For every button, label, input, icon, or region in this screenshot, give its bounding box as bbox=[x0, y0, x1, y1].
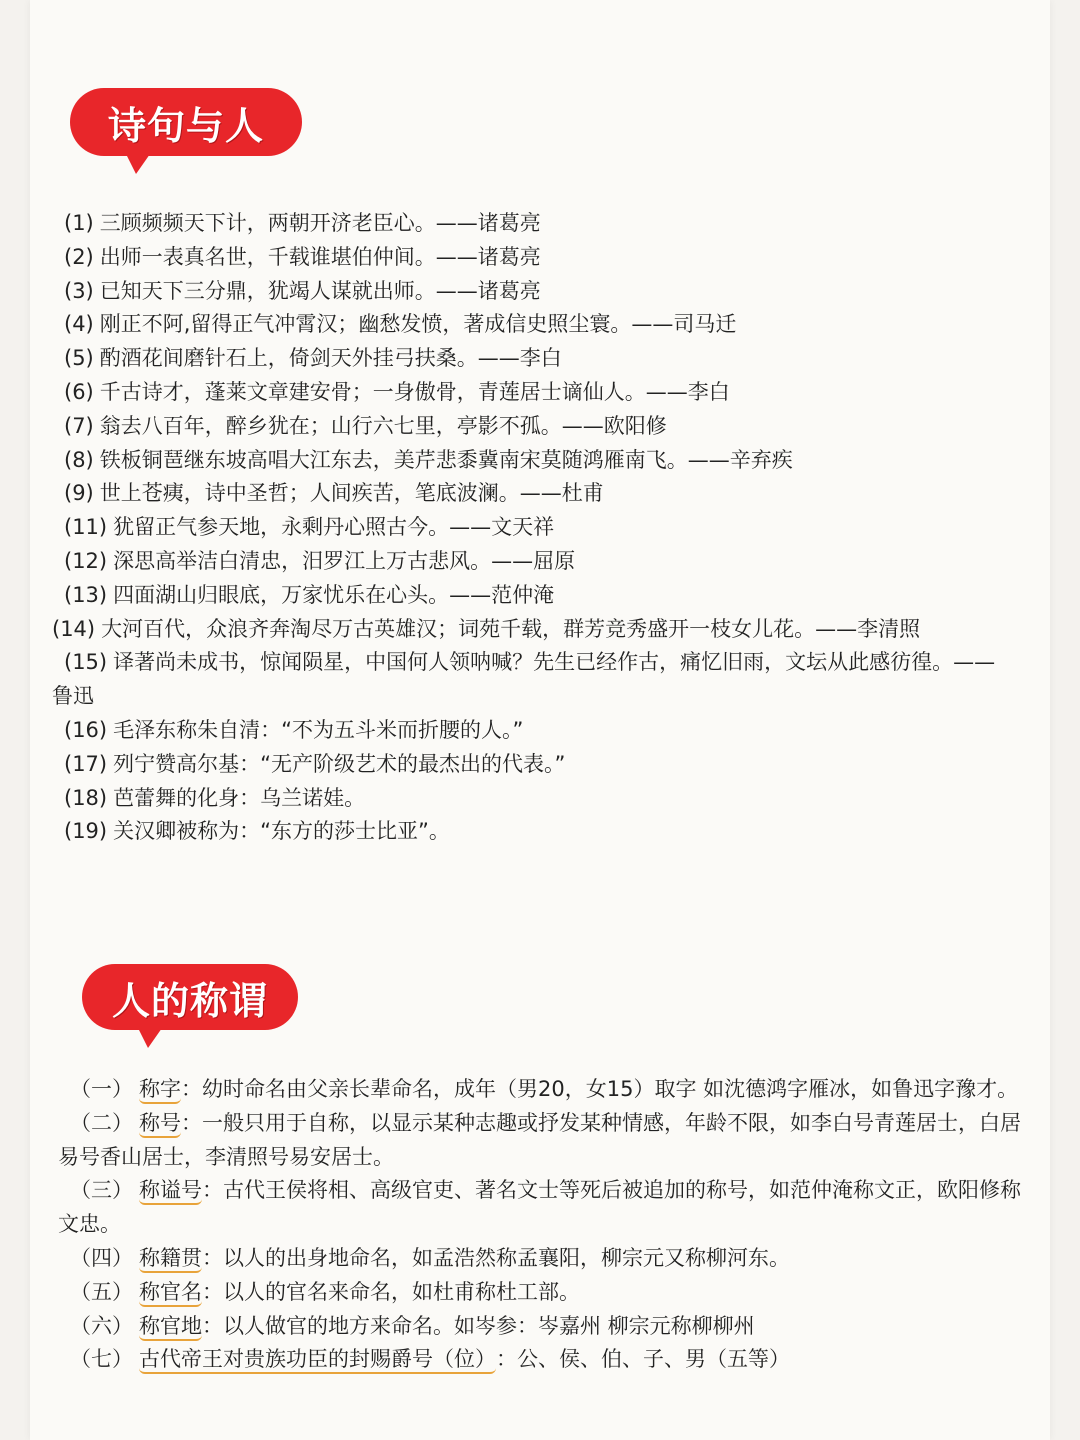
item-text: 列宁赞高尔基：“无产阶级艺术的最杰出的代表。” bbox=[113, 751, 566, 776]
term-highlight: 称官名 bbox=[139, 1279, 202, 1307]
list-item bbox=[52, 748, 1012, 782]
item-text: 已知天下三分鼎，犹竭人谋就出师。——诸葛亮 bbox=[99, 278, 541, 303]
list-item bbox=[52, 579, 1012, 613]
item-text: ：以人的出身地命名，如孟浩然称孟襄阳，柳宗元又称柳河东。 bbox=[202, 1245, 790, 1270]
list-item bbox=[52, 241, 1012, 275]
term-highlight: 称谥号 bbox=[139, 1177, 202, 1205]
list-item bbox=[58, 1174, 1038, 1242]
item-number: (7) bbox=[64, 413, 94, 438]
list-item bbox=[52, 782, 1012, 816]
item-text: ：以人做官的地方来命名。如岑参：岑嘉州 柳宗元称柳柳州 bbox=[202, 1313, 755, 1338]
item-number: （四） bbox=[70, 1245, 133, 1270]
section-title-appellations bbox=[82, 964, 298, 1030]
item-number: （三） bbox=[70, 1178, 133, 1203]
item-number: (5) bbox=[64, 346, 94, 371]
item-text: ：幼时命名由父亲长辈命名，成年（男20，女15）取字 如沈德鸿字雁冰，如鲁迅字豫才。 bbox=[181, 1077, 1019, 1101]
item-number: (17) bbox=[64, 751, 108, 776]
item-number: （一） bbox=[70, 1077, 133, 1101]
term-highlight: 古代帝王对贵族功臣的封赐爵号（位） bbox=[139, 1346, 496, 1374]
section-title-poems bbox=[70, 88, 302, 156]
item-text: 铁板铜琶继东坡高唱大江东去，美芹悲黍冀南宋莫随鸿雁南飞。——辛弃疾 bbox=[99, 447, 793, 472]
item-number: （二） bbox=[70, 1110, 133, 1135]
item-text: 三顾频频天下计，两朝开济老臣心。——诸葛亮 bbox=[99, 211, 541, 235]
item-text: 毛泽东称朱自清：“不为五斗米而折腰的人。” bbox=[113, 717, 524, 742]
item-number: (2) bbox=[64, 244, 94, 269]
item-text: ：公、侯、伯、子、男（五等） bbox=[496, 1347, 790, 1372]
item-number: (1) bbox=[64, 211, 94, 235]
item-text: 酌酒花间磨针石上，倚剑天外挂弓扶桑。——李白 bbox=[99, 346, 562, 371]
list-item bbox=[52, 444, 1012, 478]
item-text: ：一般只用于自称，以显示某种志趣或抒发某种情感，年龄不限，如李白号青莲居士，白居易号香山居士，李清照号易安居士。 bbox=[58, 1110, 1021, 1169]
item-text: 深思高举洁白清忠，汨罗江上万古悲风。——屈原 bbox=[113, 548, 576, 573]
item-text: 世上苍痍，诗中圣哲；人间疾苦，笔底波澜。——杜甫 bbox=[99, 481, 604, 506]
list-item bbox=[58, 1107, 1038, 1175]
list-item bbox=[52, 275, 1012, 309]
item-number: (6) bbox=[64, 379, 94, 404]
item-number: (9) bbox=[64, 481, 94, 506]
list-item bbox=[52, 207, 1012, 241]
item-number: (3) bbox=[64, 278, 94, 303]
poem-list bbox=[52, 207, 1012, 849]
item-number: (18) bbox=[64, 785, 108, 810]
list-item bbox=[52, 714, 1012, 748]
item-text: 关汉卿被称为：“东方的莎士比亚”。 bbox=[113, 819, 450, 844]
item-text: 芭蕾舞的化身：乌兰诺娃。 bbox=[113, 785, 366, 810]
list-item bbox=[52, 410, 1012, 444]
item-number: (13) bbox=[64, 582, 108, 607]
list-item bbox=[52, 342, 1012, 376]
item-number: (4) bbox=[64, 312, 94, 337]
item-text: 千古诗才，蓬莱文章建安骨；一身傲骨，青莲居士谪仙人。——李白 bbox=[99, 379, 730, 404]
item-number: (14) bbox=[52, 616, 96, 641]
item-text: 四面湖山归眼底，万家忧乐在心头。——范仲淹 bbox=[113, 582, 555, 607]
item-text: 翁去八百年，醉乡犹在；山行六七里，亭影不孤。——欧阳修 bbox=[99, 413, 667, 438]
list-item bbox=[58, 1242, 1038, 1276]
section-title-text: 人的称谓 bbox=[111, 978, 268, 1023]
list-item bbox=[52, 308, 1012, 342]
item-number: (15) bbox=[64, 650, 108, 675]
term-highlight: 称号 bbox=[139, 1110, 181, 1138]
list-item bbox=[52, 815, 1012, 849]
list-item bbox=[52, 545, 1012, 579]
item-number: （七） bbox=[70, 1347, 133, 1372]
term-highlight: 称籍贯 bbox=[139, 1245, 202, 1273]
list-item bbox=[52, 477, 1012, 511]
document-page bbox=[30, 0, 1050, 1440]
list-item bbox=[52, 376, 1012, 410]
item-number: (12) bbox=[64, 548, 108, 573]
list-item bbox=[58, 1276, 1038, 1310]
item-text: 译著尚未成书，惊闻陨星，中国何人领呐喊？先生已经作古，痛忆旧雨，文坛从此感彷徨。——鲁迅 bbox=[52, 650, 996, 709]
appellation-list bbox=[58, 1073, 1038, 1377]
item-number: (16) bbox=[64, 717, 108, 742]
item-number: (8) bbox=[64, 447, 94, 472]
list-item bbox=[58, 1073, 1038, 1107]
list-item bbox=[52, 646, 1012, 714]
item-text: 大河百代，众浪齐奔淘尽万古英雄汉；词苑千载，群芳竞秀盛开一枝女儿花。——李清照 bbox=[101, 616, 921, 641]
item-text: 出师一表真名世，千载谁堪伯仲间。——诸葛亮 bbox=[99, 244, 541, 269]
list-item bbox=[52, 511, 1012, 545]
item-number: (19) bbox=[64, 819, 108, 844]
item-number: (11) bbox=[64, 515, 108, 540]
list-item bbox=[40, 613, 1012, 647]
term-highlight: 称字 bbox=[139, 1076, 181, 1104]
list-item bbox=[58, 1343, 1038, 1377]
item-number: （六） bbox=[70, 1313, 133, 1338]
item-text: ：以人的官名来命名，如杜甫称杜工部。 bbox=[202, 1279, 580, 1304]
item-text: ：古代王侯将相、高级官吏、著名文士等死后被追加的称号，如范仲淹称文正，欧阳修称文忠。 bbox=[58, 1178, 1021, 1237]
item-number: （五） bbox=[70, 1279, 133, 1304]
section-title-text: 诗句与人 bbox=[107, 103, 264, 148]
list-item bbox=[58, 1310, 1038, 1344]
item-text: 刚正不阿,留得正气冲霄汉；幽愁发愤，著成信史照尘寰。——司马迁 bbox=[99, 312, 737, 337]
term-highlight: 称官地 bbox=[139, 1313, 202, 1341]
item-text: 犹留正气参天地，永剩丹心照古今。——文天祥 bbox=[113, 515, 555, 540]
